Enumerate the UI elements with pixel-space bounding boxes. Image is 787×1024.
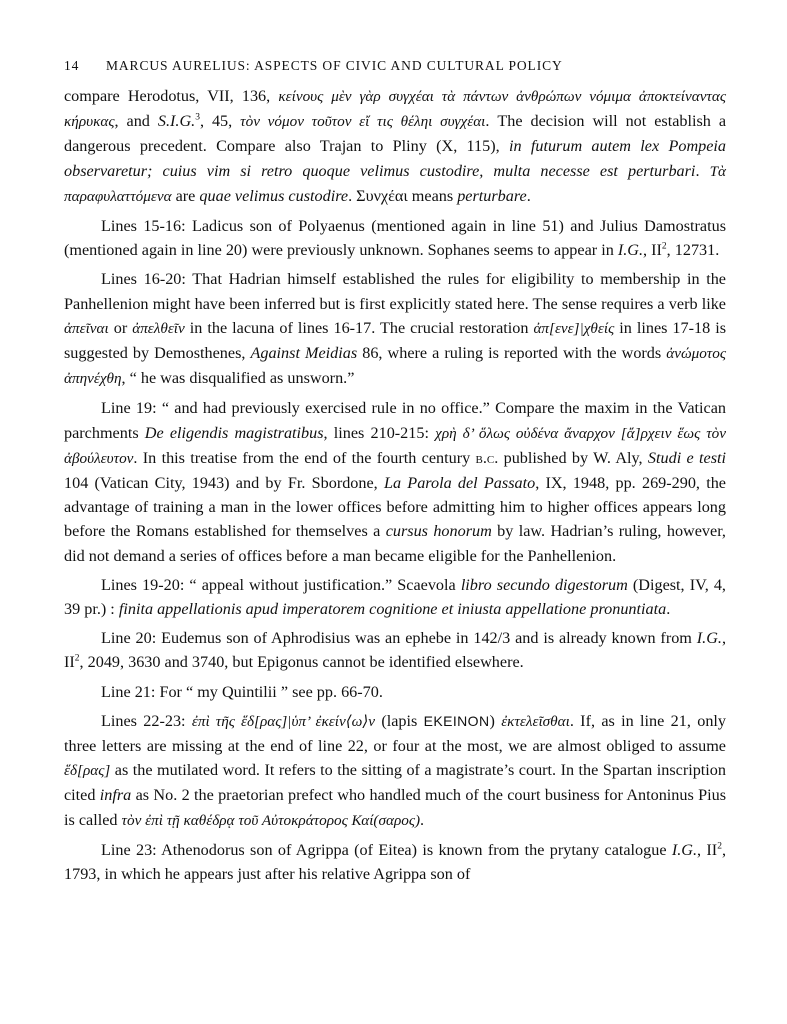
greek-term: Συνχέαι — [356, 186, 408, 205]
latin-quote: in futurum autem lex Pompeia observaretur; cuius vim si retro quoque velimus custodire, multa necesse est perturbari — [64, 137, 727, 180]
greek-term: ἀπ[ενε]|χθείς — [533, 319, 615, 337]
citation: I.G. — [696, 629, 722, 648]
work-title: Against Meidias — [250, 344, 358, 363]
page-number: 14 — [64, 58, 80, 73]
latin-term: infra — [99, 786, 132, 805]
greek-term: ἐκτελεῖσθαι — [501, 712, 570, 730]
greek-quote: τὸν νόμον τοῦτον εἴ τις θέληι συγχέαι — [240, 113, 486, 131]
work-title: La Parola del Passato — [383, 474, 536, 493]
lapis-reading: EKEINON — [423, 712, 490, 729]
citation: S.I.G. — [157, 112, 196, 131]
work-title: libro secundo digestorum — [460, 575, 628, 594]
greek-quote: κείνους μὲν γὰρ συγχέαι τὰ πάντων ἀνθρώπων νόμιμα ἀποκτείναντας κήρυκας — [64, 88, 727, 131]
greek-term: ἀπελθεῖν — [132, 319, 185, 337]
body-text — [64, 84, 726, 886]
greek-term: ἀπεῖναι — [64, 319, 109, 337]
paragraph-lines-16-20: Lines 16-20: That Hadrian himself established the rules for eligibility to membership in the Panhellenion might have been inferred but is first explicitly stated here. The sense requires a verb like ἀπεῖναι or ἀπελθεῖν in the lacuna of lines 16-17. The crucial restoration ἀπ[ενε]|χθείς in lines 17-18 is suggested by Demosthenes, Against Meidias 86, where a ruling is reported with the words ἀνώμοτος ἀπηνέχθη, “ he was disqualified as unsworn.” — [64, 270, 726, 388]
latin-term: cursus honorum — [385, 522, 492, 541]
greek-quote: χρὴ δ’ ὅλως οὐδένα ἄναρχον [ἄ]ρχειν ἕως τὸν ἀβούλευτον — [64, 424, 726, 467]
latin-term: perturbare — [457, 186, 527, 205]
work-title: De eligendis magistratibus — [144, 423, 324, 442]
greek-term: Τὰ παραφυλαττόμενα — [64, 162, 726, 205]
paragraph-lines-15-16: Lines 15-16: Ladicus son of Polyaenus (mentioned again in line 51) and Julius Damostratus (mentioned again in line 20) were previously unknown. Sophanes seems to appear in I.G., $II^2$, 12731. — [64, 217, 726, 260]
page — [64, 58, 726, 891]
paragraph-lines-19-20: Lines 19-20: “ appeal without justification.” Scaevola libro secundo digestorum (Digest, IV, 4, 39 pr.) : finita appellationis apud imperatorem cognitione et iniusta appellatione pronuntiata. — [64, 575, 726, 619]
latin-quote: finita appellationis apud imperatorem cognitione et iniusta appellatione pronuntiata — [118, 600, 667, 619]
paragraph-line-19: Line 19: “ and had previously exercised rule in no office.” Compare the maxim in the Vatican parchments De eligendis magistratibus, lines 210-215: χρὴ δ’ ὅλως οὐδένα ἄναρχον [ἄ]ρχειν ἕως τὸν ἀβούλευτον. In this treatise from the end of the fourth century b.c. published by W. Aly, Studi e testi 104 (Vatican City, 1943) and by Fr. Sbordone, La Parola del Passato, IX, 1948, pp. 269-290, the advantage of training a man in the lower offices before admitting him to higher offices appears long before the Romans established for themselves a cursus honorum by law. Hadrian’s ruling, however, did not demand a series of offices before a man became eligible for the Panhellenion. — [64, 399, 726, 565]
paragraph-continued: compare Herodotus, VII, 136, κείνους μὲν γὰρ συγχέαι τὰ πάντων ἀνθρώπων νόμιμα ἀποκτείναντας κήρυκας, and S.I.G.$^3$, 45, τὸν νόμον τοῦτον εἴ τις θέληι συγχέαι. The decision will not establish a dangerous precedent. Compare also Trajan to Pliny (X, 115), in futurum autem lex Pompeia observaretur; cuius vim si retro quoque velimus custodire, multa necesse est perturbari. Τὰ παραφυλαττόμενα are quae velimus custodire. Συνχέαι means perturbare. — [64, 87, 727, 205]
work-title: Studi e testi — [647, 448, 726, 467]
running-head — [64, 58, 726, 74]
running-title: MARCUS AURELIUS: ASPECTS OF CIVIC AND CULTURAL POLICY — [106, 58, 563, 73]
greek-quote: τὸν ἐπὶ τῇ καθέδρᾳ τοῦ Αὐτοκράτορος Καί(σαρος) — [121, 811, 421, 829]
era-abbreviation: b.c. — [475, 448, 499, 467]
citation: I.G. — [617, 241, 644, 260]
paragraph-line-23: Line 23: Athenodorus son of Agrippa (of Eitea) is known from the prytany catalogue I.G., $II^2$, 1793, in which he appears just after his relative Agrippa son of — [64, 840, 726, 884]
paragraph-lines-22-23: Lines 22-23: ἐπὶ τῆς ἕδ[ρας]|ὑπ’ ἐκείν⟨ω⟩ν (lapis EKEINON) ἐκτελεῖσθαι. If, as in line 21, only three letters are missing at the end of line 22, or four at the most, we are almost obliged to assume ἕδ[ρας] as the mutilated word. It refers to the sitting of a magistrate’s court. In the Spartan inscription cited infra as No. 2 the praetorian prefect who handled much of the court business for Antoninus Pius is called τὸν ἐπὶ τῇ καθέδρᾳ τοῦ Αὐτοκράτορος Καί(σαρος). — [64, 711, 726, 829]
greek-quote: ἐπὶ τῆς ἕδ[ρας]|ὑπ’ ἐκείν⟨ω⟩ν — [191, 712, 376, 730]
citation: I.G. — [671, 840, 698, 859]
paragraph-line-20: Line 20: Eudemus son of Aphrodisius was an ephebe in 142/3 and is already known from I.G., $II^2$, 2049, 3630 and 3740, but Epigonus cannot be identified elsewhere. — [64, 629, 726, 672]
greek-quote: ἀνώμοτος ἀπηνέχθη — [64, 345, 726, 388]
greek-term: ἕδ[ρας] — [64, 762, 111, 780]
paragraph-line-21: Line 21: For “ my Quintilii ” see pp. 66-70. — [101, 682, 383, 701]
latin-term: quae velimus custodire — [199, 186, 349, 205]
